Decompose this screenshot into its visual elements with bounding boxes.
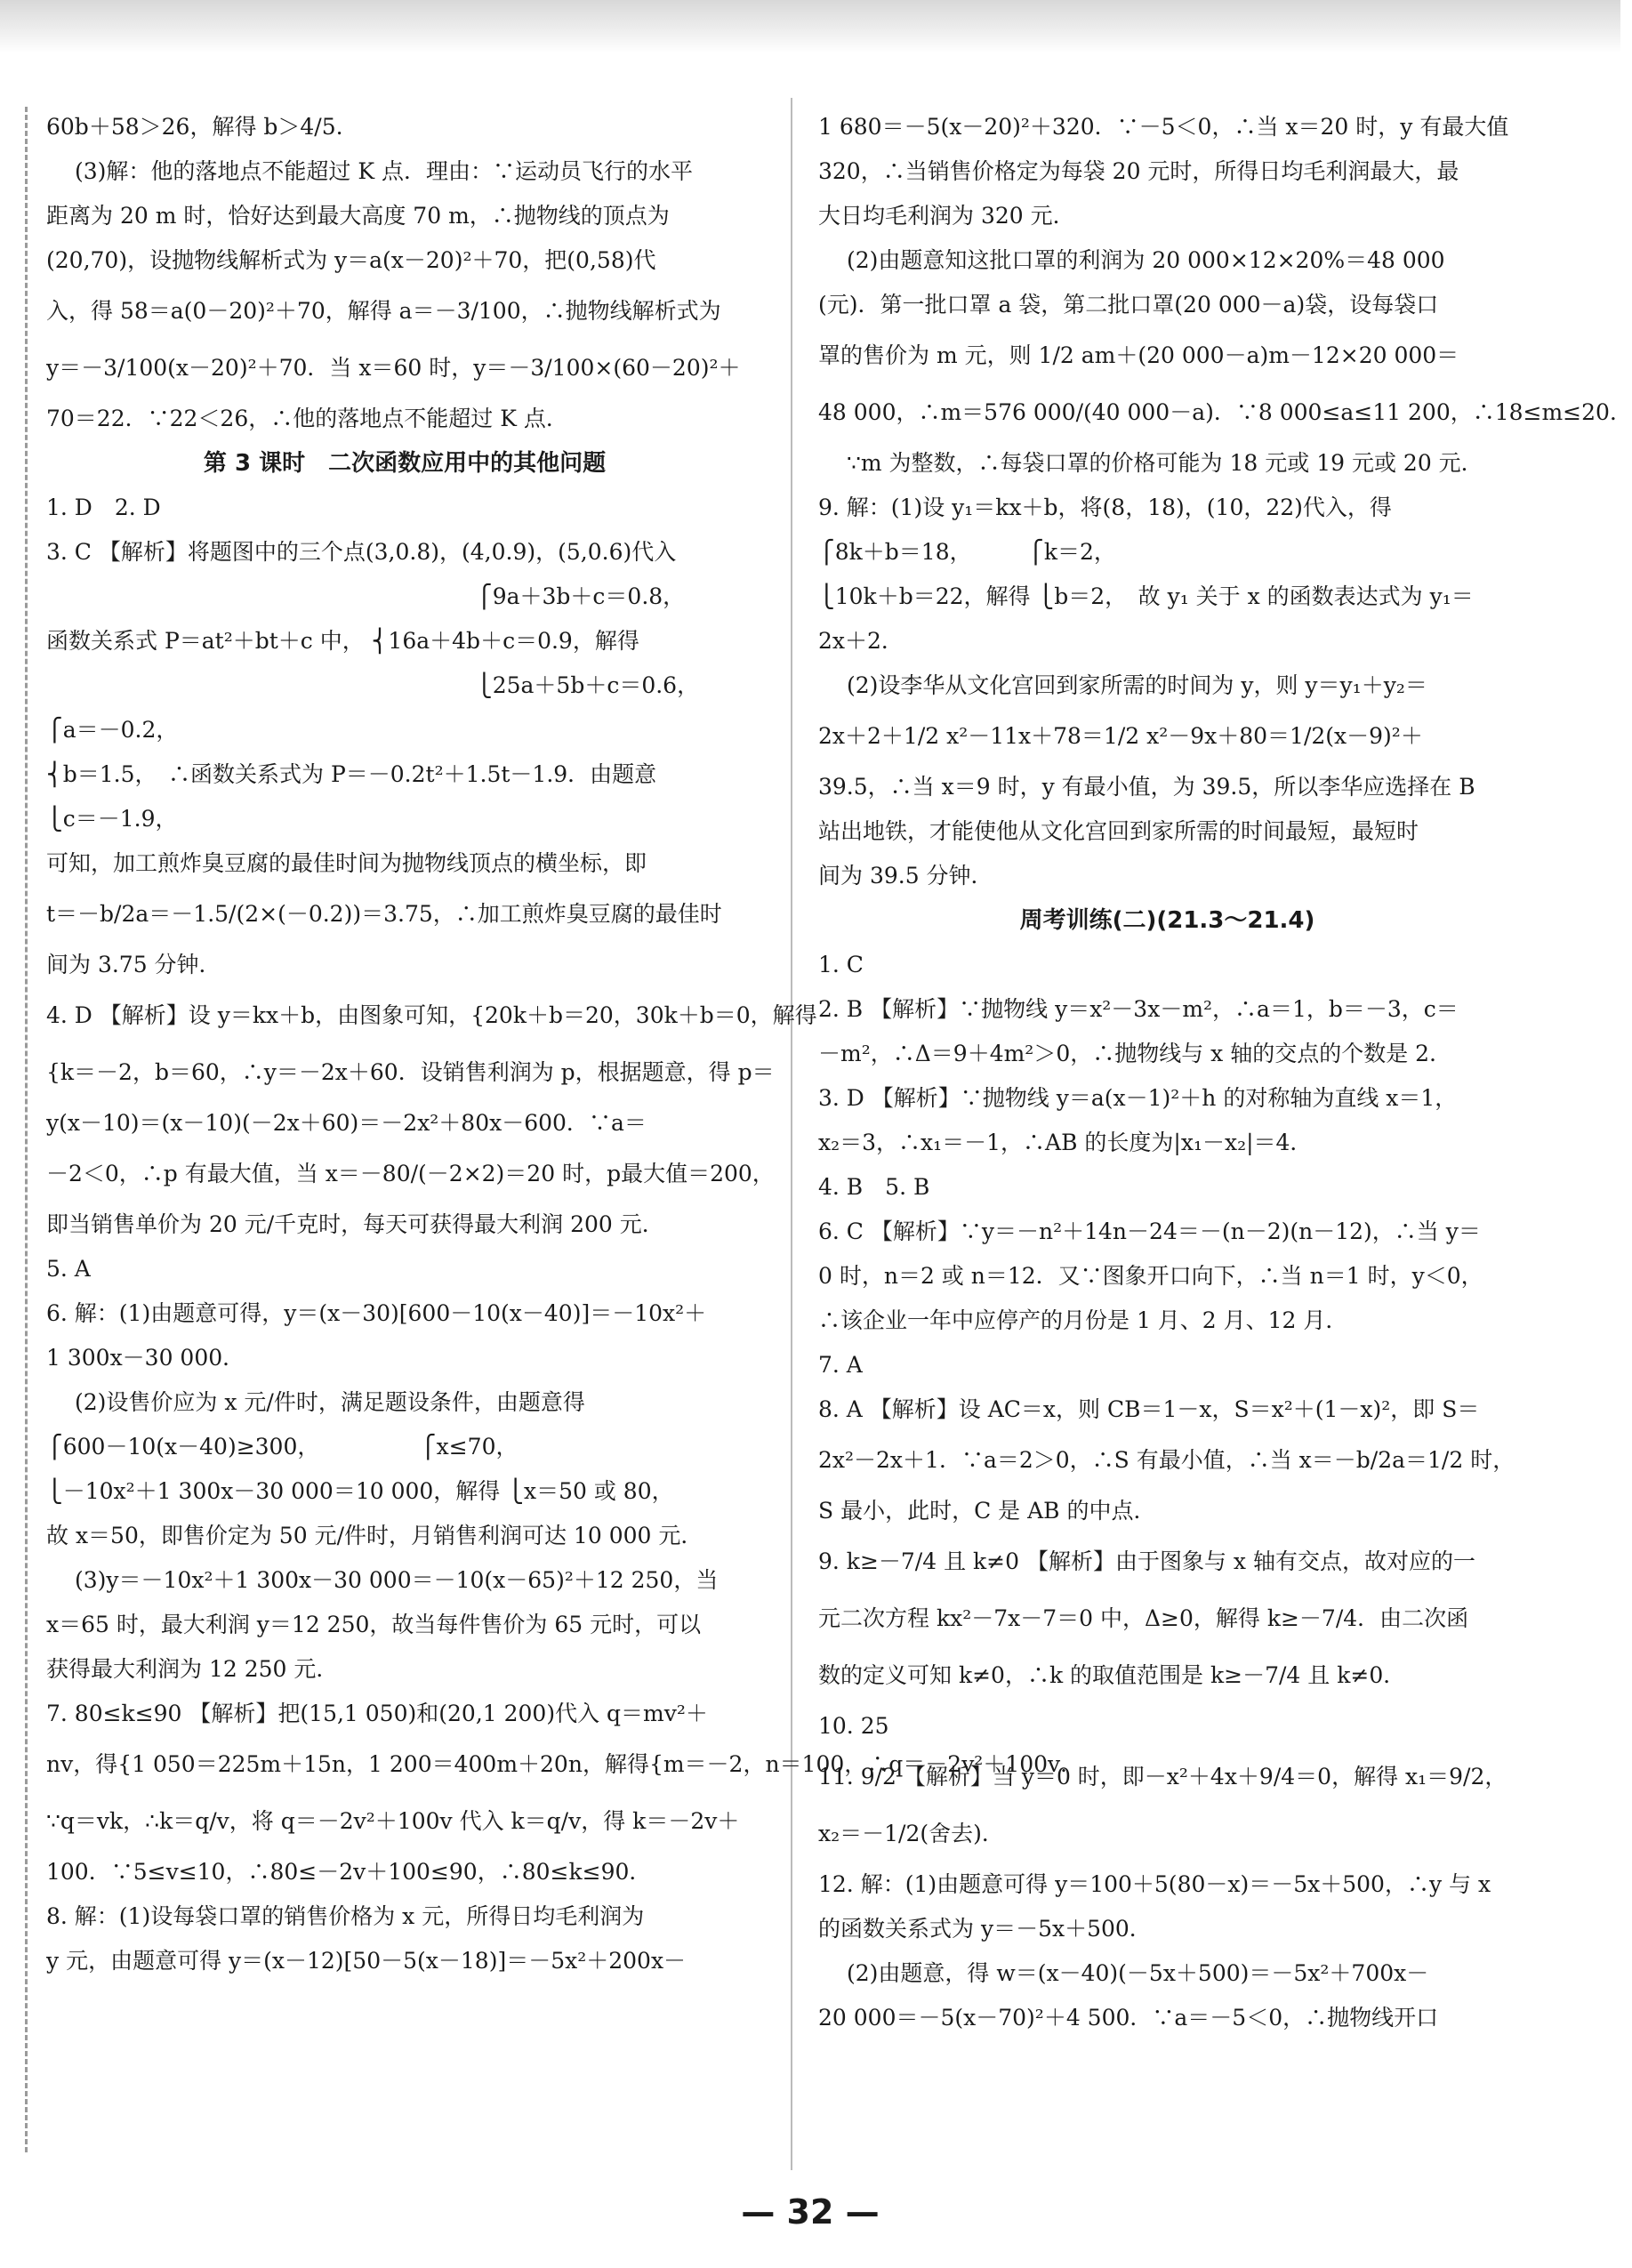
column-divider <box>791 98 792 2170</box>
right-text-line: 站出地铁，才能使他从文化宫回到家所需的时间最短，最短时 <box>818 818 1419 844</box>
right-text-line: 10. 25 <box>818 1713 889 1739</box>
right-text-line: x₂＝3，∴x₁＝－1，∴AB 的长度为|x₁－x₂|＝4． <box>818 1130 1313 1155</box>
right-text-line: 2. B 【解析】∵抛物线 y＝x²－3x－m²，∴a＝1，b＝－3，c＝ <box>818 996 1459 1022</box>
left-text-line: 1. D 2. D <box>46 495 161 520</box>
left-text-line: 故 x＝50，即售价定为 50 元/件时，月销售利润可达 10 000 元． <box>46 1523 703 1548</box>
left-text-line: ⎩25a＋5b＋c＝0.6， <box>46 672 700 698</box>
left-text-line: (3)解：他的落地点不能超过 K 点．理由：∵运动员飞行的水平 <box>75 158 693 184</box>
right-text-line: 数的定义可知 k≠0，∴k 的取值范围是 k≥－7/4 且 k≠0． <box>818 1662 1406 1688</box>
left-text-line: 即当销售单价为 20 元/千克时，每天可获得最大利润 200 元． <box>46 1211 664 1237</box>
right-text-line: (元)．第一批口罩 a 袋，第二批口罩(20 000－a)袋，设每袋口 <box>818 292 1439 318</box>
right-text-line: ∴该企业一年中应停产的月份是 1 月、2 月、12 月． <box>818 1307 1348 1333</box>
left-binding-rule <box>25 107 28 2152</box>
left-text-line: ⎧a＝－0.2， <box>46 717 179 743</box>
right-column <box>818 105 1632 2040</box>
left-text-line: (2)设售价应为 x 元/件时，满足题设条件，由题意得 <box>75 1389 585 1415</box>
right-text-line: ⎩10k＋b＝22，解得 ⎩b＝2， 故 y₁ 关于 x 的函数表达式为 y₁＝ <box>818 583 1474 609</box>
right-text-line: 320，∴当销售价格定为每袋 20 元时，所得日均毛利润最大，最 <box>818 158 1459 184</box>
left-text-line: －2＜0，∴p 有最大值，当 x＝－80/(－2×2)＝20 时，p最大值＝200， <box>46 1161 775 1186</box>
left-text-line: 函数关系式 P＝at²＋bt＋c 中， ⎨16a＋4b＋c＝0.9，解得 <box>46 628 639 654</box>
right-text-line: 4. B 5. B <box>818 1174 930 1200</box>
right-text-line: 7. A <box>818 1352 863 1378</box>
left-text-line: ⎩c＝－1.9， <box>46 806 178 832</box>
right-text-line: 1. C <box>818 952 864 977</box>
right-text-line: (2)由题意知这批口罩的利润为 20 000×12×20%＝48 000 <box>847 247 1445 273</box>
left-text-line: {k＝－2，b＝60，∴y＝－2x＋60．设销售利润为 p，根据题意，得 p＝ <box>46 1059 775 1085</box>
left-text-line: y＝－3/100(x－20)²＋70．当 x＝60 时，y＝－3/100×(60－20)²＋ <box>46 355 741 381</box>
right-text-line: 20 000＝－5(x－70)²＋4 500．∵a＝－5＜0，∴抛物线开口 <box>818 2005 1439 2031</box>
right-text-line: 6. C 【解析】∵y＝－n²＋14n－24＝－(n－2)(n－12)，∴当 y＝ <box>818 1218 1481 1244</box>
right-text-line: 12. 解：(1)由题意可得 y＝100＋5(80－x)＝－5x＋500，∴y 与 x <box>818 1871 1491 1897</box>
right-text-line: ∵m 为整数，∴每袋口罩的价格可能为 18 元或 19 元或 20 元． <box>847 450 1483 476</box>
left-text-line: 距离为 20 m 时，恰好达到最大高度 70 m，∴抛物线的顶点为 <box>46 203 670 229</box>
left-section-heading: 第 3 课时 二次函数应用中的其他问题 <box>203 450 607 477</box>
right-text-line: 11. 9/2 【解析】当 y＝0 时，即－x²＋4x＋9/4＝0，解得 x₁＝9/2， <box>818 1764 1507 1789</box>
left-text-line: 间为 3.75 分钟． <box>46 952 221 977</box>
left-text-line: 4. D 【解析】设 y＝kx＋b，由图象可知，{20k＋b＝20，30k＋b＝0，解得 <box>46 1002 817 1028</box>
right-text-line: 8. A 【解析】设 AC＝x，则 CB＝1－x，S＝x²＋(1－x)²，即 S＝ <box>818 1396 1480 1422</box>
left-text-line: y(x－10)＝(x－10)(－2x＋60)＝－2x²＋80x－600．∵a＝ <box>46 1110 647 1136</box>
right-text-line: 0 时，n＝2 或 n＝12．又∵图象开口向下，∴当 n＝1 时，y＜0， <box>818 1263 1483 1289</box>
left-text-line: ⎧9a＋3b＋c＝0.8， <box>46 583 686 609</box>
left-text-line: 7. 80≤k≤90 【解析】把(15,1 050)和(20,1 200)代入 q＝mv²＋ <box>46 1701 708 1726</box>
right-text-line: 2x＋2＋1/2 x²－11x＋78＝1/2 x²－9x＋80＝1/2(x－9)²＋ <box>818 723 1423 749</box>
right-text-line: (2)设李华从文化宫回到家所需的时间为 y，则 y＝y₁＋y₂＝ <box>847 672 1427 698</box>
left-text-line: 6. 解：(1)由题意可得，y＝(x－30)[600－10(x－40)]＝－10x²＋ <box>46 1300 707 1326</box>
left-text-line: 60b＋58＞26，解得 b＞4/5. <box>46 114 343 140</box>
right-text-line: ⎧8k＋b＝18， ⎧k＝2， <box>818 539 1116 565</box>
left-text-line: 获得最大利润为 12 250 元． <box>46 1656 339 1682</box>
left-text-line: ⎩－10x²＋1 300x－30 000＝10 000，解得 ⎩x＝50 或 80， <box>46 1478 674 1504</box>
right-text-line: －m²，∴Δ＝9＋4m²＞0，∴抛物线与 x 轴的交点的个数是 2． <box>818 1041 1452 1066</box>
right-text-line: 9. 解：(1)设 y₁＝kx＋b，将(8，18)，(10，22)代入，得 <box>818 495 1392 520</box>
right-text-line: 1 680＝－5(x－20)²＋320．∵－5＜0，∴当 x＝20 时，y 有最大值 <box>818 114 1509 140</box>
right-text-line: 元二次方程 kx²－7x－7＝0 中，Δ≥0，解得 k≥－7/4．由二次函 <box>818 1605 1469 1631</box>
right-text-line: 大日均毛利润为 320 元． <box>818 203 1075 229</box>
scan-top-shade <box>0 0 1620 53</box>
left-text-line: ∵q＝vk，∴k＝q/v，将 q＝－2v²＋100v 代入 k＝q/v，得 k＝－2v＋ <box>46 1808 740 1834</box>
left-text-line: 100．∵5≤v≤10，∴80≤－2v＋100≤90，∴80≤k≤90． <box>46 1859 652 1885</box>
left-text-line: 8. 解：(1)设每袋口罩的销售价格为 x 元，所得日均毛利润为 <box>46 1903 645 1929</box>
right-text-line: 2x＋2． <box>818 628 904 654</box>
left-text-line: t＝－b/2a＝－1.5/(2×(－0.2))＝3.75，∴加工煎炸臭豆腐的最佳时 <box>46 901 722 927</box>
left-text-line: ⎨b＝1.5， ∴函数关系式为 P＝－0.2t²＋1.5t－1.9．由题意 <box>46 761 657 787</box>
right-text-line: 间为 39.5 分钟． <box>818 863 993 889</box>
left-text-line: 5. A <box>46 1256 91 1282</box>
right-text-line: 48 000，∴m＝576 000/(40 000－a)．∵8 000≤a≤11 200，∴18≤m≤20． <box>818 399 1632 425</box>
left-text-line: x＝65 时，最大利润 y＝12 250，故当每件售价为 65 元时，可以 <box>46 1612 702 1637</box>
right-section-heading: 周考训练(二)(21.3～21.4) <box>1019 907 1315 934</box>
page-number: — 32 — <box>741 2192 880 2232</box>
left-text-line: 可知，加工煎炸臭豆腐的最佳时间为抛物线顶点的横坐标，即 <box>46 850 647 876</box>
left-text-line: y 元，由题意可得 y＝(x－12)[50－5(x－18)]＝－5x²＋200x－ <box>46 1948 687 1974</box>
right-text-line: 9. k≥－7/4 且 k≠0 【解析】由于图象与 x 轴有交点，故对应的一 <box>818 1548 1475 1574</box>
right-text-line: 3. D 【解析】∵抛物线 y＝a(x－1)²＋h 的对称轴为直线 x＝1， <box>818 1085 1458 1111</box>
left-text-line: 入，得 58＝a(0－20)²＋70，解得 a＝－3/100，∴抛物线解析式为 <box>46 298 721 324</box>
right-text-line: 39.5，∴当 x＝9 时，y 有最小值，为 39.5，所以李华应选择在 B <box>818 774 1475 800</box>
right-text-line: (2)由题意，得 w＝(x－40)(－5x＋500)＝－5x²＋700x－ <box>847 1960 1429 1986</box>
right-text-line: S 最小，此时，C 是 AB 的中点． <box>818 1498 1156 1524</box>
left-text-line: 3. C 【解析】将题图中的三个点(3,0.8)，(4,0.9)，(5,0.6)代入 <box>46 539 677 565</box>
left-text-line: 70＝22．∵22＜26，∴他的落地点不能超过 K 点． <box>46 406 568 431</box>
right-text-line: x₂＝－1/2(舍去)． <box>818 1821 1004 1846</box>
left-text-line: ⎧600－10(x－40)≥300， ⎧x≤70， <box>46 1434 519 1460</box>
left-text-line: nv，得{1 050＝225m＋15n，1 200＝400m＋20n，解得{m＝－2，n＝100，∴q＝－2v²＋100v． <box>46 1751 1083 1777</box>
right-text-line: 罩的售价为 m 元，则 1/2 am＋(20 000－a)m－12×20 000＝ <box>818 342 1459 368</box>
left-text-line: 1 300x－30 000． <box>46 1345 245 1371</box>
right-text-line: 2x²－2x＋1．∵a＝2＞0，∴S 有最小值，∴当 x＝－b/2a＝1/2 时， <box>818 1447 1515 1473</box>
right-text-line: 的函数关系式为 y＝－5x＋500． <box>818 1916 1152 1942</box>
left-text-line: (20,70)，设抛物线解析式为 y＝a(x－20)²＋70，把(0,58)代 <box>46 247 656 273</box>
left-text-line: (3)y＝－10x²＋1 300x－30 000＝－10(x－65)²＋12 250，当 <box>75 1567 719 1593</box>
